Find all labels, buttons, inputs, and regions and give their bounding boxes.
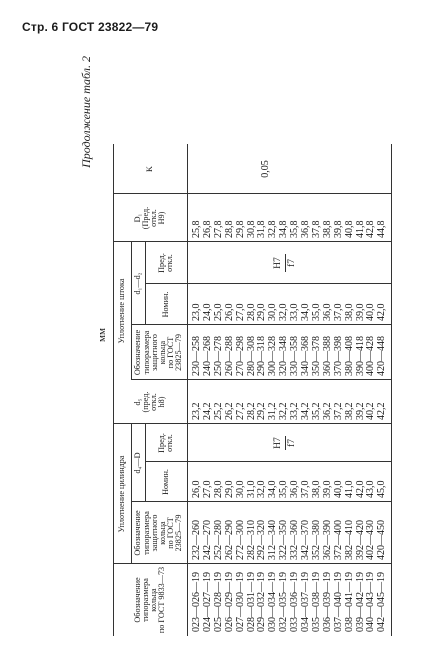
header-K [113, 144, 187, 194]
table-cell: 392—420 [354, 520, 366, 560]
header-D1-line: Н9) [157, 211, 167, 225]
table-cell: 420—450 [376, 520, 388, 560]
header-d5 [113, 380, 187, 424]
table-cell: 23,2 [191, 402, 202, 420]
table-cell: 037—040—19 [332, 572, 344, 632]
table-cell: 31,0 [245, 480, 257, 498]
table-cell: 030—034—19 [267, 572, 279, 632]
header-d4-limit [145, 424, 187, 462]
table-cell: 40,0 [365, 303, 377, 321]
header-cylinder-seal [113, 424, 131, 564]
header-protective-ring-cyl-line: типоразмера [141, 511, 151, 555]
table-cell: 262—290 [223, 520, 235, 560]
header-d1-d2 [131, 242, 145, 325]
table-cell: 45,0 [376, 480, 388, 498]
header-d1-nominal [145, 284, 187, 325]
table-cell: 040—043—19 [365, 572, 377, 632]
table-cell: 290—318 [256, 336, 268, 376]
table-cell: 39,8 [332, 220, 344, 238]
table-cell: 25,8 [191, 220, 202, 238]
table-cell: 332—360 [289, 520, 301, 560]
table-cell: 260—288 [223, 336, 235, 376]
table-cell: 028—031—19 [245, 572, 257, 632]
table-cell: 29,0 [223, 480, 235, 498]
table-cell: 29,0 [256, 303, 268, 321]
header-ring-designation-line: кольца [149, 588, 158, 612]
table-cell: 34,8 [278, 220, 290, 238]
table-cell: 38,0 [343, 303, 355, 321]
table-cell: 360—388 [321, 336, 333, 376]
header-protective-ring-cyl-line: 23825—79 [174, 514, 184, 552]
table-cell: 280—308 [245, 336, 257, 376]
header-d4-limit-line: Пред. [156, 433, 166, 453]
table-cell: 41,8 [354, 220, 366, 238]
header-protective-ring-rod-line: кольца [158, 340, 167, 365]
table-cell: 27,8 [212, 220, 224, 238]
rod-fit-bar [285, 254, 286, 272]
table-cell: 25,0 [212, 303, 224, 321]
header-ring-designation-line: по ГОСТ 9833—73 [157, 566, 167, 634]
rotated-table-page [75, 42, 415, 642]
table-cell: 26,8 [201, 220, 213, 238]
header-protective-ring-rod-line: 23825—79 [174, 334, 184, 371]
table-cell: 35,0 [278, 480, 290, 498]
table-cell: 40,8 [343, 220, 355, 238]
header-d4-D [131, 424, 145, 502]
header-d4-nominal [145, 462, 187, 502]
table-cell: 320—348 [278, 336, 290, 376]
table-cell: 38,8 [321, 220, 333, 238]
table-cell: 26,0 [223, 303, 235, 321]
table-cell: 31,8 [256, 220, 268, 238]
table-cell: 033—036—19 [289, 572, 301, 632]
header-protective-ring-cyl [131, 502, 187, 564]
header-D1-line: откл. [149, 209, 158, 227]
table-cell: 027—030—19 [234, 572, 246, 632]
table-cell: 44,8 [376, 220, 388, 238]
header-D1-line: D₁ [132, 213, 142, 223]
table-cell: 362—390 [321, 520, 333, 560]
table-cell: 37,0 [332, 303, 344, 321]
table-cell: 35,8 [289, 220, 301, 238]
table-cell: 252—280 [212, 520, 224, 560]
header-D1 [113, 194, 187, 242]
header-d1-limit-line: откл. [165, 254, 174, 272]
rod-fit-upper: H7 [273, 257, 283, 269]
table-cell: 270—298 [234, 336, 246, 376]
table-cell: 39,0 [354, 303, 366, 321]
table-cell: 40,0 [332, 480, 344, 498]
table-cell: 36,0 [321, 303, 333, 321]
header-ring-designation-line: Обозначение [132, 577, 142, 623]
table-cell: 37,0 [300, 480, 311, 498]
table-cell: 28,0 [245, 303, 257, 321]
header-d5-line: (пред. [140, 391, 150, 413]
table-cell: 32,2 [278, 402, 290, 420]
header-d4-D-line: d₄—D [132, 452, 142, 474]
table-cell: 28,8 [223, 220, 235, 238]
header-protective-ring-rod-line: типоразмера [141, 330, 151, 375]
table-cell: 38,0 [310, 480, 322, 498]
table-cell: 342—370 [300, 520, 311, 560]
header-cylinder-seal-line: Уплотнение цилиндра [116, 455, 126, 533]
table-cell: 30,0 [267, 303, 279, 321]
table-cell: 372—400 [332, 520, 344, 560]
table-cell: 039—042—19 [354, 572, 366, 632]
table-cell: 402—430 [365, 520, 377, 560]
table-cell: 35,0 [310, 303, 322, 321]
table-cell: 024—027—19 [201, 572, 213, 632]
table-cell: 24,0 [201, 303, 213, 321]
table-cell: 230—258 [191, 336, 202, 376]
table-cell: 27,0 [201, 480, 213, 498]
table-cell: 38,2 [343, 402, 355, 420]
table-cell: 242—270 [201, 520, 213, 560]
rod-fit-lower: f7 [287, 259, 297, 267]
table-cell: 232—260 [191, 520, 202, 560]
table-cell: 24,2 [201, 402, 213, 420]
table-cell: 37,2 [332, 402, 344, 420]
table-cell: 30,0 [234, 480, 246, 498]
page-header: Стр. 6 ГОСТ 23822—79 [22, 20, 159, 34]
table-cell: 27,0 [234, 303, 246, 321]
table-cell: 32,0 [256, 480, 268, 498]
table-cell: 382—410 [343, 520, 355, 560]
table-cell: 250—278 [212, 336, 224, 376]
table-cell: 282—310 [245, 520, 257, 560]
cyl-fit-lower: f7 [287, 439, 297, 447]
table-cell: 29,2 [256, 402, 268, 420]
header-d1-limit [145, 242, 187, 284]
header-d4-nominal-line: Номин. [160, 469, 170, 495]
table-cell: 034—037—19 [300, 572, 311, 632]
table-cell: 25,2 [212, 402, 224, 420]
table-cell: 300—328 [267, 336, 279, 376]
table-cell: 042—045—19 [376, 572, 388, 632]
table-cell: 36,2 [321, 402, 333, 420]
table-cell: 36,8 [300, 220, 311, 238]
table-cell: 34,2 [300, 402, 311, 420]
table-cell: 31,2 [267, 402, 279, 420]
table-cell: 025—028—19 [212, 572, 224, 632]
table-cell: 23,0 [191, 303, 202, 321]
table-cell: 34,0 [267, 480, 279, 498]
header-protective-ring-cyl-line: по ГОСТ [166, 517, 176, 549]
table-cell: 420—448 [376, 336, 388, 376]
table-cell: 330—358 [289, 336, 301, 376]
table-cell: 33,2 [289, 402, 301, 420]
header-ring-designation [115, 564, 185, 636]
table-cell: 27,2 [234, 402, 246, 420]
table-cell: 28,0 [212, 480, 224, 498]
header-d5-line: d₅ [132, 398, 142, 406]
header-d1-limit-line: Пред. [156, 253, 166, 273]
header-protective-ring-rod [131, 325, 187, 380]
table-cell: 35,2 [310, 402, 322, 420]
header-protective-ring-rod-line: Обозначение [133, 329, 143, 376]
table-cell: 26,2 [223, 402, 235, 420]
table-cell: 42,0 [376, 303, 388, 321]
table-cell: 43,0 [365, 480, 377, 498]
unit-label: мм [96, 328, 108, 342]
table-cell: 40,2 [365, 402, 377, 420]
header-protective-ring-cyl-line: защитного [149, 514, 159, 552]
table-cell: 39,2 [354, 402, 366, 420]
header-rod-seal-line: Уплотнение штока [116, 278, 126, 344]
table-cell: 34,0 [300, 303, 311, 321]
header-D1-line: (Пред. [140, 206, 150, 230]
table-cell: 26,0 [191, 480, 202, 498]
header-K-line: K [144, 166, 154, 172]
header-ring-designation-line: типоразмера [140, 578, 150, 622]
header-d5-line: h8) [157, 396, 167, 408]
table-cell: 37,8 [310, 220, 322, 238]
cyl-fit-upper: H7 [273, 437, 283, 449]
header-protective-ring-cyl-line: Обозначение [133, 510, 143, 556]
table-cell: 42,8 [365, 220, 377, 238]
header-rod-seal [113, 242, 131, 380]
header-d4-limit-line: откл. [165, 434, 174, 452]
table-cell: 029—032—19 [256, 572, 268, 632]
table-cell: 035—038—19 [310, 572, 322, 632]
header-d1-d2-line: d₁—d₂ [132, 272, 142, 295]
table-cell: 032—035—19 [278, 572, 290, 632]
header-protective-ring-rod-line: защитного [149, 334, 159, 371]
table-cell: 340—368 [300, 336, 311, 376]
table-cell: 29,8 [234, 220, 246, 238]
table-cell: 36,0 [289, 480, 301, 498]
header-protective-ring-rod-line: по ГОСТ [166, 336, 176, 369]
table-cell: 42,0 [354, 480, 366, 498]
table-cell: 380—408 [343, 336, 355, 376]
table-cell: 036—039—19 [321, 572, 333, 632]
table-cell: 038—041—19 [343, 572, 355, 632]
table-cell: 32,0 [278, 303, 290, 321]
table-cell: 41,0 [343, 480, 355, 498]
header-protective-ring-cyl-line: кольца [158, 521, 167, 545]
table-cell: 350—378 [310, 336, 322, 376]
table-cell: 026—029—19 [223, 572, 235, 632]
table-caption: Продолжение табл. 2 [79, 56, 93, 168]
table-cell: 272—300 [234, 520, 246, 560]
table-cell: 400—428 [365, 336, 377, 376]
table-cell: 390—418 [354, 336, 366, 376]
table-cell: 240—268 [201, 336, 213, 376]
table-cell: 42,2 [376, 402, 388, 420]
k-value: 0,05 [260, 160, 271, 178]
header-d5-line: откл. [149, 393, 158, 411]
header-d1-nominal-line: Номин. [160, 291, 170, 318]
table-cell: 39,0 [321, 480, 333, 498]
table-cell: 370—398 [332, 336, 344, 376]
table-bottom-rule [391, 144, 392, 636]
cyl-fit-bar [285, 436, 286, 450]
table-cell: 30,8 [245, 220, 257, 238]
table-cell: 312—340 [267, 520, 279, 560]
table-cell: 023—026—19 [191, 572, 202, 632]
table-cell: 292—320 [256, 520, 268, 560]
table-cell: 28,2 [245, 402, 257, 420]
table-cell: 33,0 [289, 303, 301, 321]
table-cell: 32,8 [267, 220, 279, 238]
table-cell: 352—380 [310, 520, 322, 560]
table-cell: 322—350 [278, 520, 290, 560]
